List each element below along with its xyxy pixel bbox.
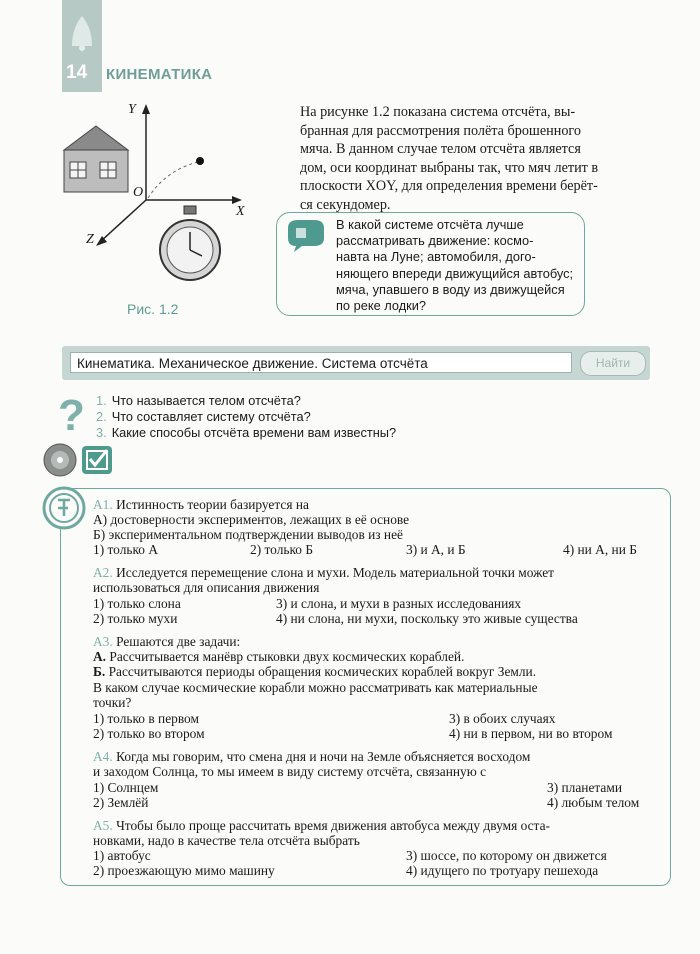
intro-line: ся секундомер.: [300, 196, 391, 213]
axis-y-label: Y: [128, 102, 136, 117]
svg-text:?: ?: [58, 392, 85, 436]
review-question: 3. Какие способы отсчёта времени вам известны?: [96, 425, 397, 440]
search-input[interactable]: Кинематика. Механическое движение. Система отсчёта: [70, 352, 572, 373]
question-line: по реке лодки?: [336, 298, 427, 314]
axis-x-label: X: [236, 204, 245, 219]
figure-caption: Рис. 1.2: [127, 301, 179, 317]
task-a1-stem: А1. Истинность теории базируется на: [93, 497, 309, 512]
task-a3-question-cont: точки?: [93, 695, 132, 710]
ball: [196, 157, 204, 165]
task-a5-stem-cont: новками, надо в качестве тела отсчёта выбрать: [93, 833, 360, 848]
task-a2-option[interactable]: 2) только мухи: [93, 611, 178, 626]
task-a4-option[interactable]: 3) планетами: [547, 780, 623, 795]
intro-line: бранная для рассмотрения полёта брошенного: [300, 122, 581, 139]
page-number: 14: [66, 62, 88, 83]
task-a3-option[interactable]: 3) в обоих случаях: [449, 711, 556, 726]
task-a2-option[interactable]: 1) только слона: [93, 596, 181, 611]
chapter-title: КИНЕМАТИКА: [106, 66, 213, 83]
task-a1-option[interactable]: 1) только А: [93, 542, 159, 557]
question-mark-icon: [56, 392, 86, 436]
task-a3-line-a: А. Рассчитывается манёвр стыковки двух космических кораблей.: [93, 649, 465, 664]
task-a4-stem: А4. Когда мы говорим, что смена дня и ночи на Земле объясняется восходом: [93, 749, 531, 764]
question-line: мяча, упавшего в воду из движущейся: [336, 281, 565, 297]
intro-paragraph: [300, 103, 675, 215]
intro-line: дом, оси координат выбраны так, что мяч летит в: [300, 159, 599, 176]
origin-label: O: [133, 185, 144, 200]
axis-z-label: Z: [86, 232, 94, 247]
question-line: навта на Луне; автомобиля, дого-: [336, 249, 536, 265]
task-a4-option[interactable]: 4) любым телом: [547, 795, 640, 810]
intro-line: На рисунке 1.2 показана система отсчёта, вы-: [300, 104, 576, 120]
review-question: 1. Что называется телом отсчёта?: [96, 393, 301, 408]
task-a3-line-b: Б. Рассчитываются периоды обращения космических кораблей вокруг Земли.: [93, 664, 537, 679]
intro-line: мяча. В данном случае телом отсчёта является: [300, 141, 581, 158]
task-a2-option[interactable]: 4) ни слона, ни мухи, поскольку это живые существа: [276, 611, 578, 626]
task-a1-line-a: А) достоверности экспериментов, лежащих в её основе: [93, 512, 410, 527]
cd-icon: [42, 442, 78, 478]
task-a2-option[interactable]: 3) и слона, и мухи в разных исследованиях: [276, 596, 522, 611]
test-badge-icon: [42, 486, 86, 530]
house-icon: [64, 126, 128, 192]
task-a4-stem-cont: и заходом Солнца, то мы имеем в виду систему отсчёта, связанную с: [93, 764, 487, 779]
coordinate-system-figure: [56, 100, 266, 300]
task-a3-option[interactable]: 1) только в первом: [93, 711, 199, 726]
task-a1-option[interactable]: 3) и А, и Б: [406, 542, 466, 557]
question-line: В какой системе отсчёта лучше: [336, 217, 524, 232]
task-a3-option[interactable]: 4) ни в первом, ни во втором: [449, 726, 613, 741]
task-a2-stem-cont: использоваться для описания движения: [93, 580, 320, 595]
task-a1-option[interactable]: 4) ни А, ни Б: [563, 542, 637, 557]
task-a3-stem: А3. Решаются две задачи:: [93, 634, 241, 649]
question-line: рассматривать движение: космо-: [336, 233, 534, 249]
checkbox-icon: [80, 444, 114, 476]
task-a5-option[interactable]: 1) автобус: [93, 848, 151, 863]
search-button[interactable]: Найти: [580, 351, 646, 376]
task-a5-option[interactable]: 4) идущего по тротуару пешехода: [406, 863, 599, 878]
task-a2-stem: А2. Исследуется перемещение слона и мухи. Модель материальной точки может: [93, 565, 555, 580]
task-a4-option[interactable]: 2) Землёй: [93, 795, 149, 810]
intro-line: плоскости XOY, для определения времени берёт-: [300, 178, 598, 195]
discussion-icon: [284, 218, 328, 254]
task-a5-stem: А5. Чтобы было проще рассчитать время движения автобуса между двумя оста-: [93, 818, 550, 833]
review-question: 2. Что составляет систему отсчёта?: [96, 409, 311, 424]
task-a1-option[interactable]: 2) только Б: [250, 542, 314, 557]
task-a1-line-b: Б) экспериментальном подтверждении выводов из неё: [93, 527, 403, 542]
task-a3-option[interactable]: 2) только во втором: [93, 726, 205, 741]
task-a4-option[interactable]: 1) Солнцем: [93, 780, 159, 795]
bell-icon: [66, 6, 98, 52]
task-a5-option[interactable]: 2) проезжающую мимо машину: [93, 863, 275, 878]
question-line: няющего впереди движущийся автобус;: [336, 265, 574, 281]
stopwatch-icon: [160, 206, 220, 280]
task-a3-question: В каком случае космические корабли можно рассматривать как материальные: [93, 680, 538, 695]
question-box-text: [336, 217, 578, 314]
task-a5-option[interactable]: 3) шоссе, по которому он движется: [406, 848, 607, 863]
